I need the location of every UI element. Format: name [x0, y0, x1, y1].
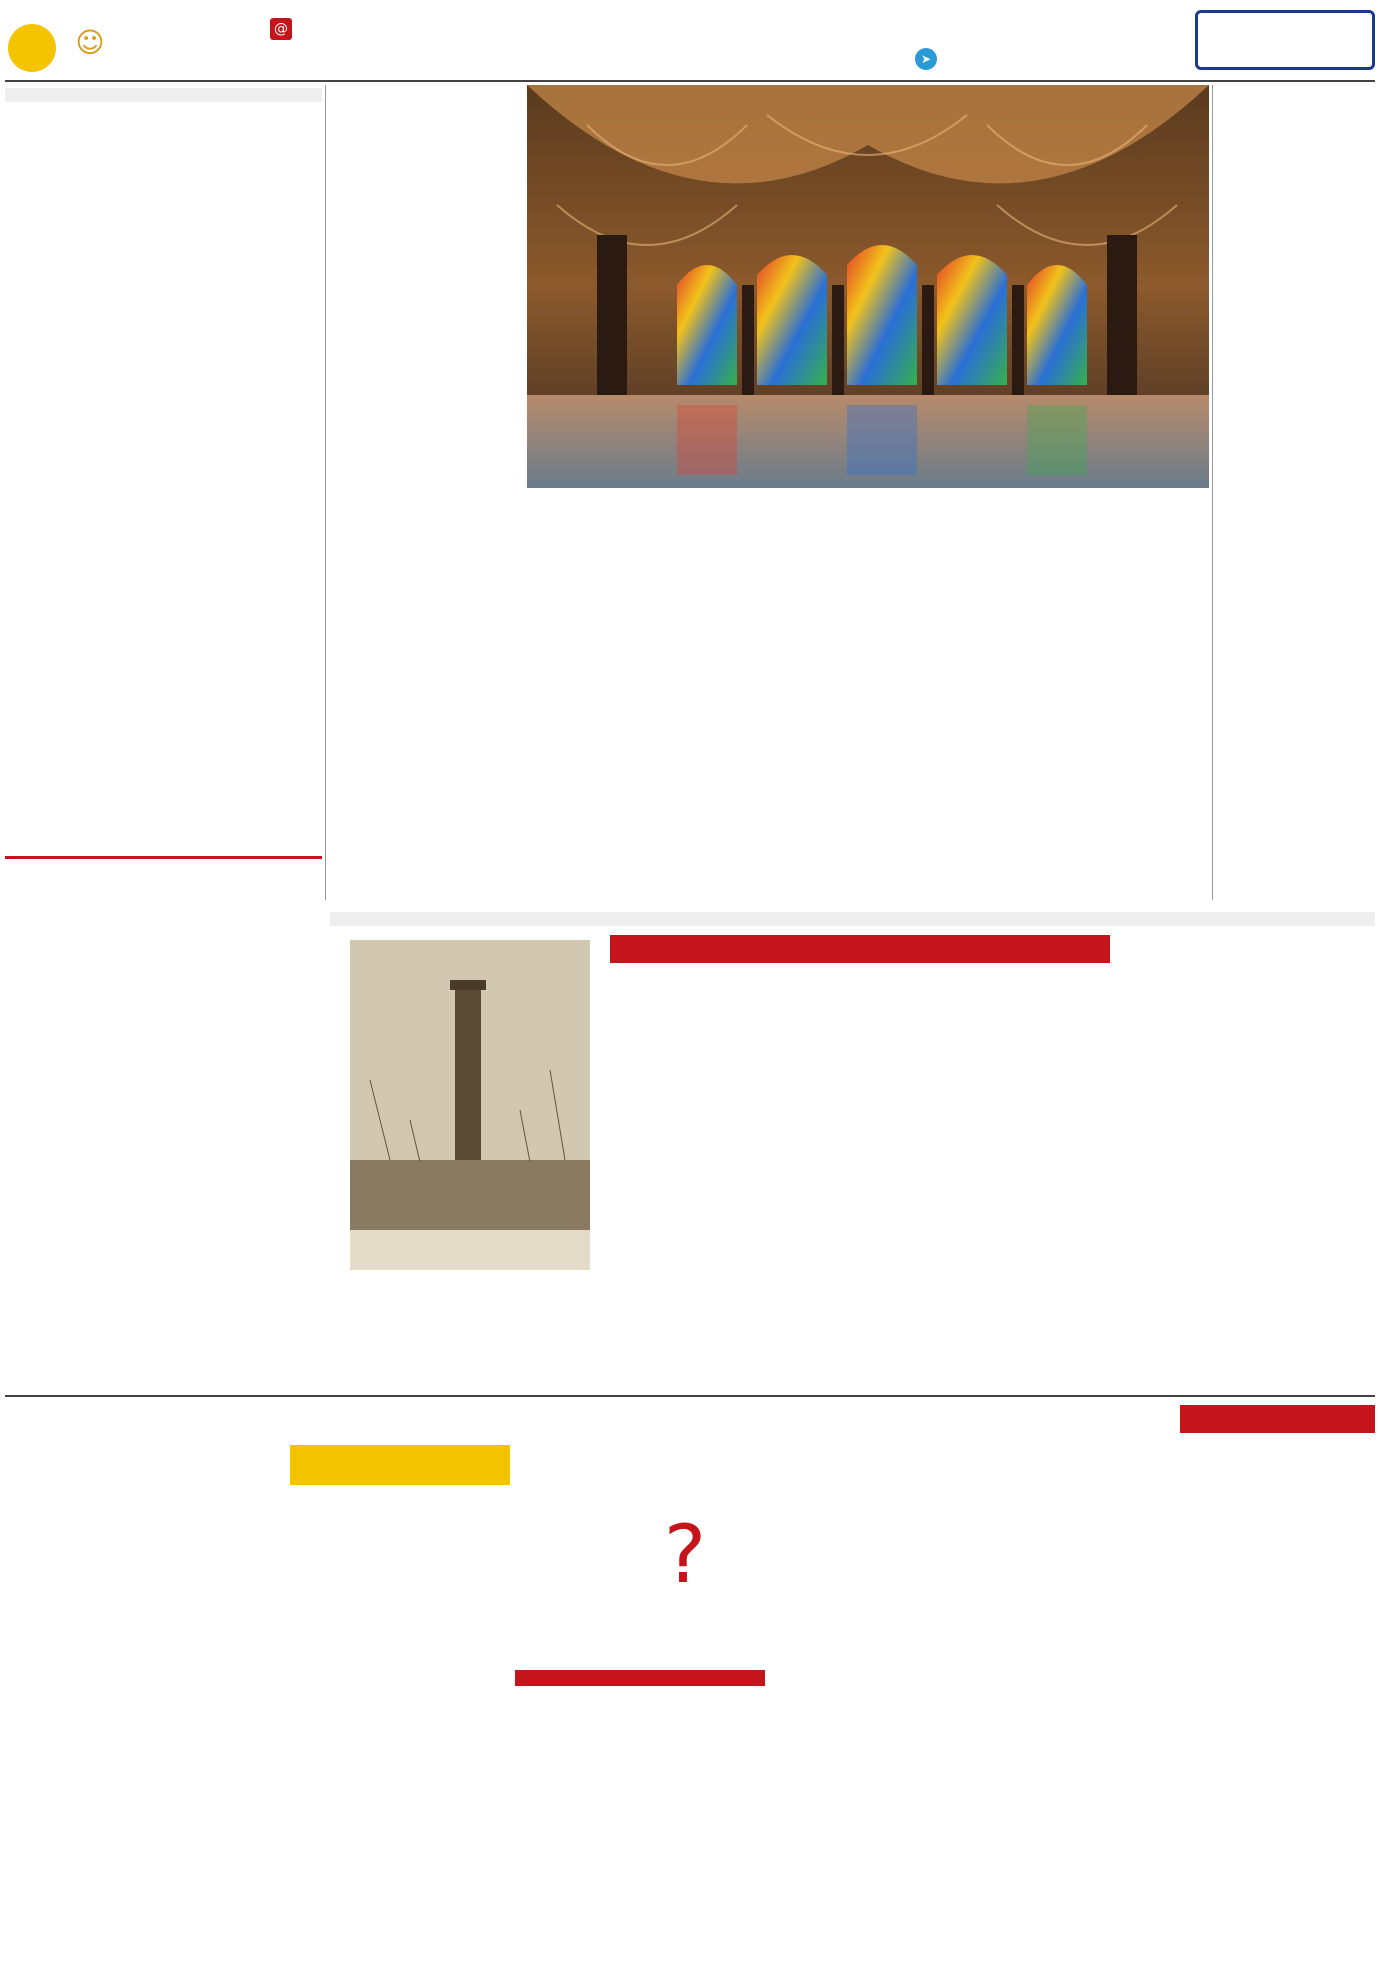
mosque-interior-image [527, 85, 1209, 488]
main-photo [527, 85, 1209, 488]
designer-label [515, 1845, 529, 1955]
news-label-bar [5, 88, 322, 108]
email[interactable] [120, 22, 270, 38]
divider [5, 856, 322, 859]
main-col-1 [1215, 88, 1373, 900]
crossword-clues [1165, 1437, 1375, 1957]
main-kicker [525, 494, 1210, 524]
minaret-col-b [860, 968, 1115, 1388]
news-title [5, 110, 322, 165]
main-col-2 [1098, 605, 1210, 900]
crossword-column-numbers [770, 1500, 1160, 1518]
main-headline [525, 528, 1210, 598]
issue-line [960, 22, 1190, 38]
news-label [5, 88, 322, 102]
minaret-col-c [600, 968, 855, 1388]
main-col-6 [330, 88, 520, 900]
main-col-5 [744, 605, 856, 900]
minaret-title [610, 935, 1110, 963]
sudoku-hard-svg [8, 1690, 288, 1960]
exhibit-title [5, 862, 322, 914]
sudoku-hard-number [290, 1445, 510, 1485]
sudoku-number-a [665, 1410, 755, 1430]
minaret-photo [350, 940, 590, 1270]
answer-title [515, 1670, 765, 1686]
logo-mark [1195, 10, 1375, 70]
theatre-masks-icon: ☺ [75, 26, 105, 59]
section-title [505, 26, 685, 76]
exhibit-body [5, 918, 322, 1388]
telegram-promo[interactable] [760, 40, 930, 80]
telegram-icon: ➤ [915, 48, 937, 70]
header-rule [5, 80, 1375, 82]
main-col-3 [980, 605, 1092, 900]
sudoku-easy-grid [8, 1405, 288, 1675]
divider [1212, 85, 1213, 900]
sudoku-hard-grid [8, 1690, 288, 1960]
minaret-image [350, 940, 590, 1270]
page-number [8, 24, 56, 72]
sudoku-panel [290, 1405, 510, 1955]
main-col-4 [862, 605, 974, 900]
crossword-title [1180, 1405, 1375, 1433]
answer-grid [530, 1690, 755, 1945]
crossword-grid [770, 1500, 1160, 1960]
minaret-col-a [1122, 912, 1375, 1388]
sudoku-easy-svg [8, 1405, 288, 1675]
minaret-caption [330, 1275, 600, 1385]
email-icon: @ [270, 18, 292, 40]
news-body [5, 168, 322, 850]
newspaper-logo [1195, 10, 1375, 72]
solutions-area [515, 1405, 765, 1955]
question-mark-icon: ? [663, 1508, 707, 1601]
divider [5, 1395, 1375, 1397]
divider [325, 85, 326, 900]
